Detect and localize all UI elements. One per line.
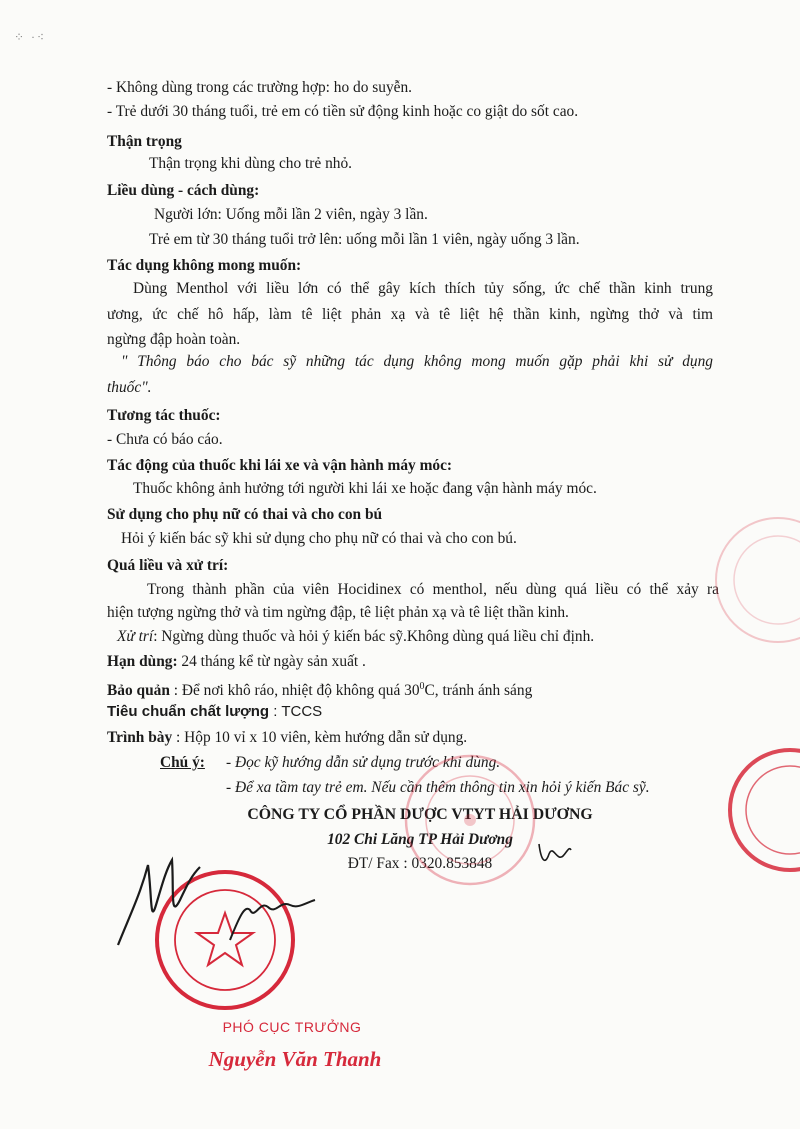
presentation-label: Trình bày [107, 729, 173, 746]
treatment-label: Xử trí [117, 628, 154, 645]
quality-label: Tiêu chuẩn chất lượng [107, 703, 270, 720]
caution-text: Thận trọng khi dùng cho trẻ nhỏ. [149, 155, 353, 172]
official-name: Nguyễn Văn Thanh [208, 1047, 382, 1071]
quality-line [107, 702, 322, 722]
presentation-text: : Hộp 10 vỉ x 10 viên, kèm hướng dẫn sử dụng. [172, 729, 468, 746]
pregnancy-text: Hỏi ý kiến bác sỹ khi sử dụng cho phụ nữ có thai và cho con bú. [121, 530, 517, 547]
storage-label: Bảo quản [107, 682, 170, 700]
shelf-life-text: 24 tháng kể từ ngày sản xuất . [177, 653, 366, 670]
quality-text: : TCCS [269, 703, 323, 720]
company-address: 102 Chi Lăng TP Hải Dương [327, 831, 513, 848]
margin-stamp-lower [690, 740, 800, 880]
notice-line-2: thuốc". [107, 379, 152, 396]
storage-text-post: C, tránh ánh sáng [424, 682, 533, 700]
side-effects-line-2: ương, ức chế hô hấp, làm tê liệt phản xạ và tê liệt hệ thần kinh, ngừng thở và tim [107, 306, 713, 323]
heading-overdose: Quá liều và xử trí: [107, 557, 229, 574]
presentation-line [107, 728, 467, 748]
official-title: PHÓ CỤC TRƯỞNG [222, 1019, 362, 1035]
company-phone: ĐT/ Fax : 0320.853848 [347, 855, 493, 872]
contra-line-1: - Không dùng trong các trường hợp: ho do suyễn. [107, 79, 413, 96]
shelf-life-label: Hạn dùng: [107, 653, 178, 670]
company-name: CÔNG TY CỔ PHẦN DƯỢC VTYT HẢI DƯƠNG [247, 806, 593, 823]
signature-scribble [110, 845, 330, 955]
treatment-text: : Ngừng dùng thuốc và hỏi ý kiến bác sỹ.Không dùng quá liều chỉ định. [153, 628, 595, 645]
storage-text-pre: : Để nơi khô ráo, nhiệt độ không quá 30 [169, 682, 420, 700]
heading-dosage: Liều dùng - cách dùng: [107, 182, 260, 199]
note-label: Chú ý: [160, 754, 205, 771]
heading-driving: Tác động của thuốc khi lái xe và vận hành máy móc: [107, 457, 453, 474]
note-line-1: - Đọc kỹ hướng dẫn sử dụng trước khi dùng. [226, 754, 501, 771]
shelf-life-line [107, 652, 366, 672]
driving-text: Thuốc không ảnh hưởng tới người khi lái xe hoặc đang vận hành máy móc. [133, 480, 597, 497]
overdose-line-1: Trong thành phần của viên Hocidinex có menthol, nếu dùng quá liều có thể xảy ra [147, 581, 719, 598]
dosage-child: Trẻ em từ 30 tháng tuổi trở lên: uống mỗi lần 1 viên, ngày uống 3 lần. [149, 231, 580, 248]
storage-degree: 0 [419, 681, 425, 692]
heading-pregnancy: Sử dụng cho phụ nữ có thai và cho con bú [107, 506, 383, 523]
heading-interactions: Tương tác thuốc: [107, 407, 221, 424]
margin-stamp-upper [700, 505, 800, 655]
contra-line-2: - Trẻ dưới 30 tháng tuổi, trẻ em có tiền sử động kinh hoặc co giật do sốt cao. [107, 103, 579, 120]
initials-mark [535, 840, 575, 870]
treatment-line [117, 627, 594, 647]
dosage-adult: Người lớn: Uống mỗi lần 2 viên, ngày 3 lần. [154, 206, 428, 223]
storage-line [107, 677, 532, 701]
overdose-line-2: hiện tượng ngừng thở và tim ngừng đập, tê liệt phản xạ và tê liệt thần kinh. [107, 604, 569, 621]
company-stamp-seal [400, 750, 540, 890]
scan-artifact: ⁘ ·⁖ [14, 30, 47, 44]
note-line-2: - Để xa tầm tay trẻ em. Nếu cần thêm thông tin xin hỏi ý kiến Bác sỹ. [226, 779, 650, 796]
heading-caution: Thận trọng [107, 133, 182, 150]
heading-side-effects: Tác dụng không mong muốn: [107, 257, 302, 274]
notice-line-1: " Thông báo cho bác sỹ những tác dụng không mong muốn gặp phải khi sử dụng [121, 353, 713, 370]
side-effects-line-3: ngừng đập hoàn toàn. [107, 331, 241, 348]
side-effects-line-1: Dùng Menthol với liều lớn có thể gây kích thích tủy sống, ức chế thần kinh trung [133, 280, 713, 297]
interactions-text: - Chưa có báo cáo. [107, 431, 223, 448]
